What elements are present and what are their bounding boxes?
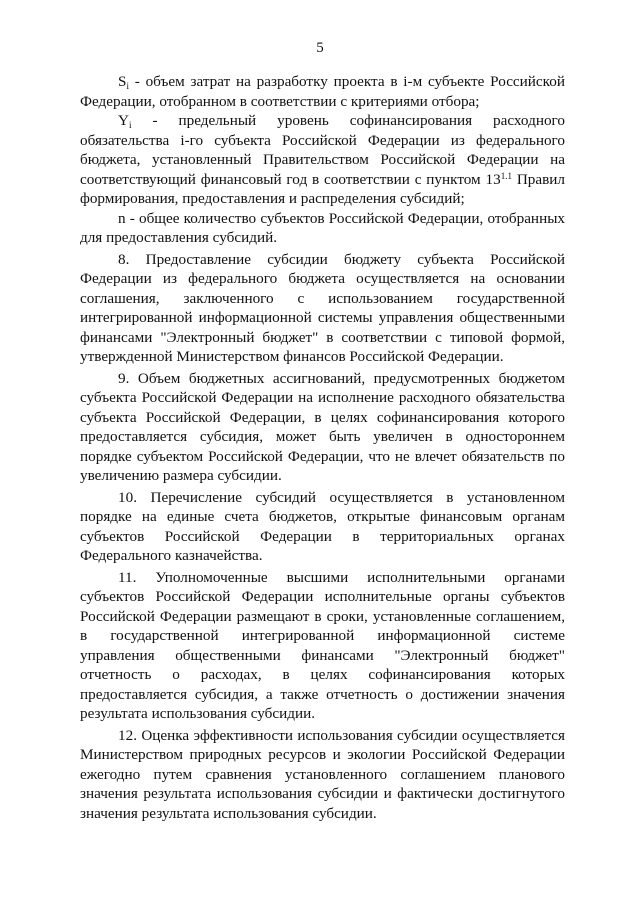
paragraph-text: - предельный уровень софинансирования расходного обязательства i-го субъекта Российской Федерации из федерального бюджета, установленный Правительством Российской Федерации на соответствующий финансовый год в соответствии с пунктом 13 bbox=[80, 112, 565, 188]
variable-symbol: Y bbox=[118, 112, 129, 129]
paragraph-text: - объем затрат на разработку проекта в i-м субъекте Российской Федерации, отобранном в соответствии с критериями отбора; bbox=[80, 73, 565, 110]
paragraph-text-continued: Правил формирования, предоставления и распределения субсидий; bbox=[80, 170, 565, 207]
paragraph-si-definition bbox=[80, 72, 565, 111]
page-number: 5 bbox=[316, 40, 324, 56]
variable-symbol: S bbox=[118, 73, 127, 90]
paragraph-item-12: 12. Оценка эффективности использования субсидии осуществляется Министерством природных ресурсов и экологии Российской Федерации ежегодно путем сравнения установленного соглашением планового значения результата использования субсидии и фактически достигнутого значения результата использования субсидии. bbox=[80, 726, 565, 822]
variable-subscript: i bbox=[128, 120, 132, 130]
paragraph-item-9: 9. Объем бюджетных ассигнований, предусмотренных бюджетом субъекта Российской Федерации на исполнение расходного обязательства субъекта Российской Федерации, в целях софинансирования которого предоставляется субсидия, может быть увеличен в одностороннем порядке субъектом Российской Федерации, что не влечет обязательств по увеличению размера субсидии. bbox=[80, 369, 565, 484]
clause-superscript: 1.1 bbox=[500, 170, 512, 181]
paragraph-item-11: 11. Уполномоченные высшими исполнительными органами субъектов Российской Федерации исполнительные органы субъектов Российской Федерации размещают в сроки, установленные соглашением, в государственной интегрированной информационной системе управления общественными финансами "Электронный бюджет" отчетность о расходах, в целях софинансирования которых предоставляется субсидия, а также отчетность о достижении значения результата использования субсидии. bbox=[80, 568, 565, 722]
paragraph-item-10: 10. Перечисление субсидий осуществляется в установленном порядке на единые счета бюджетов, открытые финансовым органам субъектов Российской Федерации в территориальных органах Федерального казначейства. bbox=[80, 488, 565, 564]
paragraph-yi-definition bbox=[80, 111, 565, 209]
document-body bbox=[80, 72, 565, 823]
paragraph-item-8: 8. Предоставление субсидии бюджету субъекта Российской Федерации из федерального бюджета осуществляется на основании соглашения, заключенного с использованием государственной интегрированной информационной системы управления общественными финансами "Электронный бюджет" в соответствии с типовой формой, утвержденной Министерством финансов Российской Федерации. bbox=[80, 250, 565, 365]
paragraph-n-definition: n - общее количество субъектов Российской Федерации, отобранных для предоставления субсидий. bbox=[80, 209, 565, 246]
variable-subscript: i bbox=[126, 81, 129, 91]
